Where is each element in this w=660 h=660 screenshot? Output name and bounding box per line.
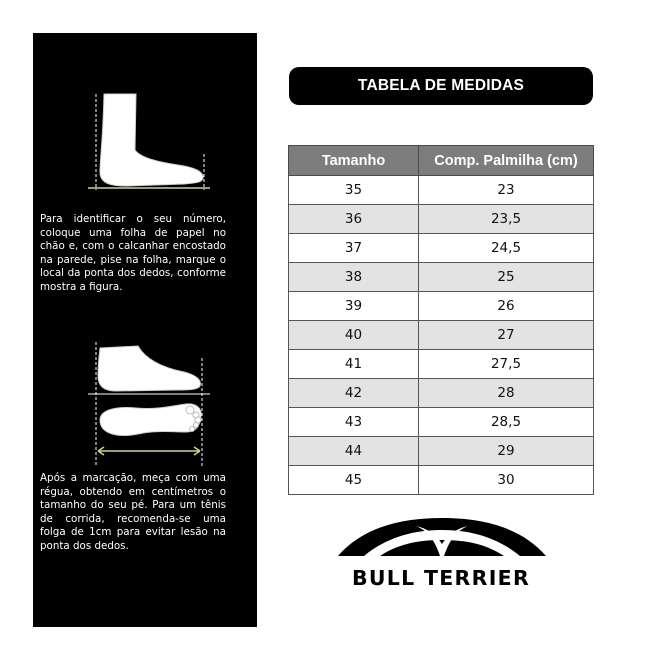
length-cell: 27 [419, 321, 594, 350]
size-cell: 38 [289, 263, 419, 292]
size-cell: 43 [289, 408, 419, 437]
table-row [289, 176, 594, 205]
length-cell: 23,5 [419, 205, 594, 234]
size-cell: 40 [289, 321, 419, 350]
length-cell: 30 [419, 466, 594, 495]
table-row [289, 321, 594, 350]
length-cell: 27,5 [419, 350, 594, 379]
length-cell: 24,5 [419, 234, 594, 263]
table-row [289, 437, 594, 466]
brand-name: BULL TERRIER [351, 566, 531, 590]
table-row [289, 205, 594, 234]
instruction-step-2: Após a marcação, meça com uma régua, obtendo em centímetros o tamanho do seu pé. Para um tênis de corrida, recomenda-se uma folga de 1cm para evitar lesão na ponta dos dedos. [40, 472, 226, 552]
table-row [289, 292, 594, 321]
length-cell: 28,5 [419, 408, 594, 437]
foot-side-view-icon [86, 92, 216, 196]
table-row [289, 379, 594, 408]
foot-measure-view-icon [86, 340, 216, 468]
size-cell: 35 [289, 176, 419, 205]
table-header-row [289, 146, 594, 176]
length-cell: 25 [419, 263, 594, 292]
page-title: TABELA DE MEDIDAS [289, 67, 593, 105]
table-row [289, 408, 594, 437]
table-row [289, 466, 594, 495]
instruction-step-1: Para identificar o seu número, coloque uma folha de papel no chão e, com o calcanhar encostado na parede, pise na folha, marque o local da ponta dos dedos, conforme mostra a figura. [40, 213, 226, 293]
length-cell: 26 [419, 292, 594, 321]
column-header-insole-length: Comp. Palmilha (cm) [419, 146, 594, 176]
size-cell: 39 [289, 292, 419, 321]
table-row [289, 263, 594, 292]
size-cell: 44 [289, 437, 419, 466]
size-cell: 42 [289, 379, 419, 408]
table-row [289, 350, 594, 379]
length-cell: 29 [419, 437, 594, 466]
size-cell: 41 [289, 350, 419, 379]
length-cell: 28 [419, 379, 594, 408]
table-row [289, 234, 594, 263]
size-cell: 45 [289, 466, 419, 495]
bull-terrier-logo-icon [334, 516, 550, 565]
size-cell: 37 [289, 234, 419, 263]
size-cell: 36 [289, 205, 419, 234]
column-header-size: Tamanho [289, 146, 419, 176]
length-cell: 23 [419, 176, 594, 205]
size-table [288, 145, 594, 495]
